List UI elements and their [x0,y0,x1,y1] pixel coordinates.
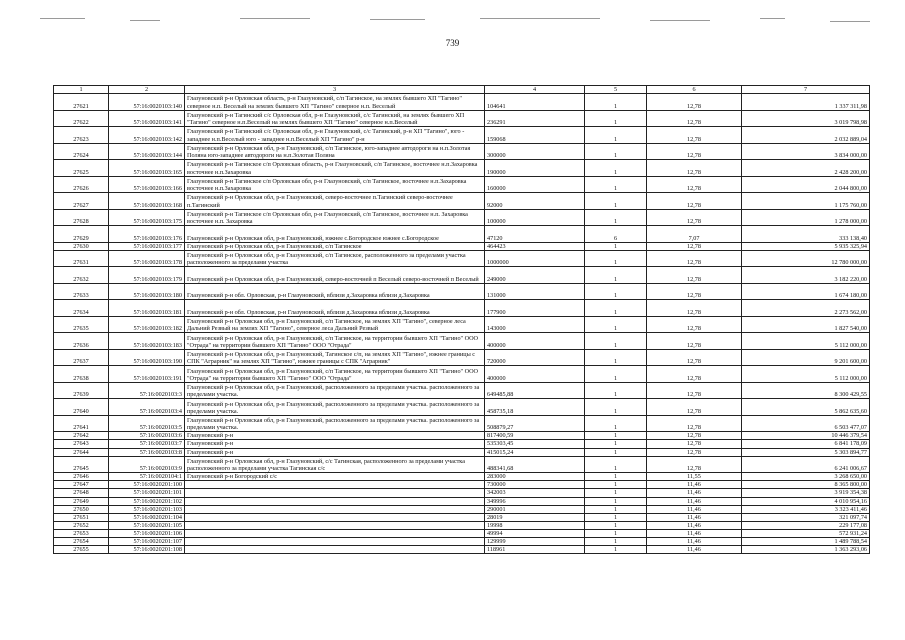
table-row [54,489,870,497]
area-cell: 283000 [485,473,585,481]
cadastral-number-cell: 57:16:0020103:9 [109,456,185,473]
column-header: 4 [485,86,585,94]
table-row [54,513,870,521]
area-cell: 1000000 [485,250,585,267]
cadastral-value-cell: 229 177,08 [742,521,870,529]
rate-cell: 7,07 [647,226,742,243]
rate-cell: 12,78 [647,250,742,267]
rate-cell: 11,46 [647,505,742,513]
table-row [54,349,870,366]
table-row [54,209,870,226]
rate-cell: 12,78 [647,456,742,473]
category-cell: 1 [585,497,647,505]
row-number-cell: 27625 [54,160,109,177]
area-cell: 535303,45 [485,440,585,448]
row-number-cell: 27643 [54,440,109,448]
cadastral-value-cell: 9 201 600,00 [742,349,870,366]
rate-cell: 12,78 [647,382,742,399]
rate-cell: 12,78 [647,432,742,440]
table-row [54,193,870,210]
category-cell: 1 [585,448,647,456]
row-number-cell: 27633 [54,283,109,300]
rate-cell: 12,78 [647,300,742,317]
category-cell: 1 [585,94,647,111]
cadastral-value-cell: 333 138,40 [742,226,870,243]
cadastral-number-cell: 57:16:0020103:142 [109,127,185,144]
cadastral-value-cell: 6 841 178,09 [742,440,870,448]
cadastral-value-cell: 3 834 000,00 [742,143,870,160]
cadastral-number-cell: 57:16:0020103:8 [109,448,185,456]
location-description-cell: Глазуновский р-н Орловская обл, р-н Глазуновский, северо-восточней п Веселый северо-восточней п Веселый [185,267,485,284]
cadastral-value-cell: 1 363 293,06 [742,546,870,554]
table-header-row [54,86,870,94]
area-cell: 236291 [485,110,585,127]
category-cell: 1 [585,505,647,513]
area-cell: 400000 [485,366,585,383]
table-row [54,110,870,127]
row-number-cell: 27623 [54,127,109,144]
cadastral-value-cell: 3 919 354,38 [742,489,870,497]
location-description-cell: Глазуновский р-н Орловская обл, р-н Глазуновский, с/п Тагинское, на землях ХП "Тагино", северное леса Дальний Резвый на землях ХП "Тагино", северное леса Дальний Резвый [185,316,485,333]
category-cell: 1 [585,209,647,226]
location-description-cell [185,489,485,497]
location-description-cell: Глазуновский р-н Тагинский с/с Орловская обл, р-н Глазуновский, с/с Тагинский, р-н ХП "Тагино", юго - западнее н.п.Веселый юго - западнее н.п.Веселый ХП "Тагино" р-н [185,127,485,144]
rate-cell: 12,78 [647,127,742,144]
table-row [54,505,870,513]
row-number-cell: 27641 [54,415,109,432]
table-row [54,382,870,399]
row-number-cell: 27640 [54,399,109,416]
category-cell: 1 [585,513,647,521]
location-description-cell: Глазуновский р-н Орловская обл, р-н Глазуновский, расположенного за пределами участка. расположенного за пределами участка. [185,415,485,432]
cadastral-number-cell: 57:16:0020103:140 [109,94,185,111]
category-cell: 1 [585,160,647,177]
area-cell: 47120 [485,226,585,243]
cadastral-number-cell: 57:16:0020103:144 [109,143,185,160]
table-row [54,250,870,267]
cadastral-number-cell: 57:16:0020103:191 [109,366,185,383]
land-plots-table [53,85,870,554]
row-number-cell: 27629 [54,226,109,243]
cadastral-number-cell: 57:16:0020103:178 [109,250,185,267]
area-cell: 730000 [485,481,585,489]
category-cell: 1 [585,300,647,317]
table-row [54,546,870,554]
category-cell: 1 [585,349,647,366]
rate-cell: 11,46 [647,521,742,529]
row-number-cell: 27628 [54,209,109,226]
cadastral-value-cell: 6 241 006,67 [742,456,870,473]
cadastral-value-cell: 321 097,74 [742,513,870,521]
row-number-cell: 27650 [54,505,109,513]
area-cell: 104641 [485,94,585,111]
area-cell: 300000 [485,143,585,160]
cadastral-number-cell: 57:16:0020103:179 [109,267,185,284]
category-cell: 1 [585,538,647,546]
rate-cell: 12,78 [647,333,742,350]
area-cell: 49994 [485,530,585,538]
rate-cell: 11,46 [647,513,742,521]
rate-cell: 12,78 [647,110,742,127]
row-number-cell: 27647 [54,481,109,489]
cadastral-number-cell: 57:16:0020103:168 [109,193,185,210]
category-cell: 1 [585,333,647,350]
location-description-cell [185,481,485,489]
rate-cell: 11,46 [647,546,742,554]
row-number-cell: 27653 [54,530,109,538]
location-description-cell: Глазуновский р-н Орловская обл, р-н Глазуновский, с/п Тагинское, расположенного за пределами участка расположенного за пределами участка [185,250,485,267]
area-cell: 400000 [485,333,585,350]
location-description-cell: Глазуновский р-н Тагинское с/п Орловская область, р-н Глазуновский, с/п Тагинское, восточнее н.п.Захаровка восточнее н.п.Захаровка [185,160,485,177]
row-number-cell: 27654 [54,538,109,546]
row-number-cell: 27655 [54,546,109,554]
cadastral-number-cell: 57:16:0020103:165 [109,160,185,177]
row-number-cell: 27644 [54,448,109,456]
category-cell: 1 [585,242,647,250]
row-number-cell: 27634 [54,300,109,317]
category-cell: 1 [585,193,647,210]
table-row [54,456,870,473]
area-cell: 415015,24 [485,448,585,456]
location-description-cell: Глазуновский р-н Орловская обл, р-н Глазуновский, с/п Тагинское, на территории бывшего ХП "Тагино" ООО "Отрада" на территории бывшего ХП "Тагино" ООО "Отрада" [185,366,485,383]
area-cell: 649485,88 [485,382,585,399]
row-number-cell: 27632 [54,267,109,284]
rate-cell: 12,78 [647,440,742,448]
cadastral-number-cell: 57:16:0020103:176 [109,226,185,243]
cadastral-number-cell: 57:16:0020103:177 [109,242,185,250]
column-header: 7 [742,86,870,94]
cadastral-value-cell: 3 019 798,98 [742,110,870,127]
cadastral-value-cell: 8 365 800,00 [742,481,870,489]
row-number-cell: 27635 [54,316,109,333]
rate-cell: 12,78 [647,399,742,416]
area-cell: 28019 [485,513,585,521]
rate-cell: 11,46 [647,489,742,497]
area-cell: 177900 [485,300,585,317]
row-number-cell: 27648 [54,489,109,497]
rate-cell: 11,46 [647,481,742,489]
cadastral-number-cell: 57:16:0020103:180 [109,283,185,300]
cadastral-value-cell: 5 112 000,00 [742,366,870,383]
table-row [54,143,870,160]
rate-cell: 12,78 [647,143,742,160]
row-number-cell: 27651 [54,513,109,521]
rate-cell: 12,78 [647,366,742,383]
cadastral-value-cell: 3 182 220,00 [742,267,870,284]
category-cell: 1 [585,415,647,432]
row-number-cell: 27622 [54,110,109,127]
area-cell: 488341,68 [485,456,585,473]
cadastral-value-cell: 1 489 788,54 [742,538,870,546]
location-description-cell: Глазуновский р-н Тагинский с/с Орловская обл, р-н Глазуновский, с/с Тагинский, на землях бывшего ХП "Тагино" северное н.п.Веселый на землях бывшего ХП "Тагино" северное н.п.Веселый [185,110,485,127]
table-row [54,448,870,456]
rate-cell: 12,78 [647,160,742,177]
cadastral-value-cell: 1 175 760,00 [742,193,870,210]
category-cell: 1 [585,250,647,267]
cadastral-number-cell: 57:16:0020103:183 [109,333,185,350]
page-number: 739 [445,38,460,48]
rate-cell: 12,78 [647,94,742,111]
rate-cell: 12,78 [647,242,742,250]
table-row [54,432,870,440]
rate-cell: 12,78 [647,209,742,226]
area-cell: 159068 [485,127,585,144]
cadastral-value-cell: 2 032 889,04 [742,127,870,144]
category-cell: 1 [585,432,647,440]
location-description-cell [185,497,485,505]
cadastral-value-cell: 3 268 650,00 [742,473,870,481]
location-description-cell [185,521,485,529]
category-cell: 1 [585,267,647,284]
table-row [54,521,870,529]
column-header: 3 [185,86,485,94]
table-row [54,440,870,448]
column-header: 5 [585,86,647,94]
cadastral-value-cell: 1 278 000,00 [742,209,870,226]
location-description-cell: Глазуновский р-н Орловская обл, р-н Глазуновский, с/с Тагинская, расположенного за пределами участка расположенного за пределами участка Тагинская с/с [185,456,485,473]
cadastral-number-cell: 57:16:0020201:107 [109,538,185,546]
category-cell: 1 [585,546,647,554]
category-cell: 1 [585,521,647,529]
row-number-cell: 27645 [54,456,109,473]
scan-marks [40,18,870,24]
table-row [54,267,870,284]
category-cell: 1 [585,530,647,538]
cadastral-number-cell: 57:16:0020201:100 [109,481,185,489]
row-number-cell: 27646 [54,473,109,481]
table-row [54,415,870,432]
table-row [54,399,870,416]
rate-cell: 12,78 [647,176,742,193]
cadastral-number-cell: 57:16:0020103:182 [109,316,185,333]
cadastral-number-cell: 57:16:0020103:5 [109,415,185,432]
cadastral-number-cell: 57:16:0020103:181 [109,300,185,317]
row-number-cell: 27630 [54,242,109,250]
cadastral-number-cell: 57:16:0020104:1 [109,473,185,481]
area-cell: 342003 [485,489,585,497]
area-cell: 92000 [485,193,585,210]
location-description-cell [185,513,485,521]
table-row [54,530,870,538]
rate-cell: 12,78 [647,415,742,432]
location-description-cell: Глазуновский р-н Орловская обл, р-н Глазуновский, северо-восточнее п.Тагинский северо-восточнее п.Тагинский [185,193,485,210]
cadastral-number-cell: 57:16:0020201:103 [109,505,185,513]
cadastral-value-cell: 1 827 540,00 [742,316,870,333]
cadastral-number-cell: 57:16:0020103:7 [109,440,185,448]
area-cell: 190000 [485,160,585,177]
area-cell: 817400,59 [485,432,585,440]
cadastral-number-cell: 57:16:0020103:4 [109,399,185,416]
table-row [54,300,870,317]
row-number-cell: 27638 [54,366,109,383]
location-description-cell: Глазуновский р-н Тагинское с/п Орловская обл, р-н Глазуновский, с/п Тагинское, восточнее н.п. Захаровка восточнее н.п. Захаровка [185,209,485,226]
rate-cell: 12,78 [647,283,742,300]
cadastral-number-cell: 57:16:0020103:141 [109,110,185,127]
row-number-cell: 27652 [54,521,109,529]
category-cell: 1 [585,143,647,160]
location-description-cell: Глазуновский р-н [185,432,485,440]
cadastral-value-cell: 4 010 954,16 [742,497,870,505]
area-cell: 464423 [485,242,585,250]
area-cell: 19998 [485,521,585,529]
category-cell: 1 [585,283,647,300]
location-description-cell: Глазуновский р-н Орловская обл, р-н Глазуновский, расположенного за пределами участка. расположенного за пределами участка. [185,382,485,399]
table-row [54,94,870,111]
row-number-cell: 27631 [54,250,109,267]
rate-cell: 12,78 [647,448,742,456]
category-cell: 1 [585,473,647,481]
cadastral-value-cell: 1 337 311,98 [742,94,870,111]
cadastral-value-cell: 572 931,24 [742,530,870,538]
location-description-cell [185,538,485,546]
row-number-cell: 27627 [54,193,109,210]
table-row [54,473,870,481]
area-cell: 349996 [485,497,585,505]
cadastral-value-cell: 5 935 325,94 [742,242,870,250]
cadastral-value-cell: 5 112 000,00 [742,333,870,350]
area-cell: 290001 [485,505,585,513]
location-description-cell [185,505,485,513]
table-body [54,94,870,554]
location-description-cell: Глазуновский р-н Орловская обл, р-н Глазуновский, с/п Тагинское [185,242,485,250]
category-cell: 1 [585,489,647,497]
rate-cell: 11,46 [647,538,742,546]
rate-cell: 11,46 [647,530,742,538]
cadastral-number-cell: 57:16:0020103:175 [109,209,185,226]
location-description-cell: Глазуновский р-н Орловская обл, р-н Глазуновский, с/п Тагинское, на территории бывшего ХП "Тагино" ООО "Отрада" на территории бывшего ХП "Тагино" ООО "Отрада" [185,333,485,350]
area-cell: 249000 [485,267,585,284]
area-cell: 131000 [485,283,585,300]
column-header: 1 [54,86,109,94]
rate-cell: 11,46 [647,497,742,505]
cadastral-number-cell: 57:16:0020103:3 [109,382,185,399]
table-row [54,160,870,177]
location-description-cell: Глазуновский р-н Орловская область, р-н Глазуновский, с/п Тагинское, на землях бывшего ХП "Тагино" северное н.п. Веселый на землях бывшего ХП "Тагино" северное н.п. Веселый [185,94,485,111]
table-row [54,333,870,350]
cadastral-number-cell: 57:16:0020103:166 [109,176,185,193]
category-cell: 1 [585,456,647,473]
row-number-cell: 27624 [54,143,109,160]
category-cell: 1 [585,481,647,489]
location-description-cell: Глазуновский р-н Орловская обл, р-н Глазуновский, Тагинское с/п, на землях ХП "Тагино", южнее границы с СПК "Аграрник" на землях ХП "Тагино", южнее границы с СПК "Аграрник" [185,349,485,366]
cadastral-value-cell: 2 044 800,00 [742,176,870,193]
cadastral-value-cell: 10 446 379,54 [742,432,870,440]
area-cell: 720000 [485,349,585,366]
cadastral-value-cell: 8 300 429,55 [742,382,870,399]
category-cell: 1 [585,316,647,333]
table-row [54,481,870,489]
table-row [54,226,870,243]
rate-cell: 12,78 [647,316,742,333]
cadastral-number-cell: 57:16:0020103:6 [109,432,185,440]
column-header: 2 [109,86,185,94]
column-header: 6 [647,86,742,94]
row-number-cell: 27642 [54,432,109,440]
area-cell: 100000 [485,209,585,226]
cadastral-value-cell: 3 323 411,46 [742,505,870,513]
location-description-cell: Глазуновский р-н Тагинское с/п Орловская обл, р-н Глазуновский, с/п Тагинское, восточнее н.п.Захаровка восточнее н.п.Захаровка [185,176,485,193]
area-cell: 458735,18 [485,399,585,416]
cadastral-number-cell: 57:16:0020201:102 [109,497,185,505]
row-number-cell: 27621 [54,94,109,111]
rate-cell: 11,55 [647,473,742,481]
table-row [54,497,870,505]
cadastral-value-cell: 5 862 635,60 [742,399,870,416]
cadastral-number-cell: 57:16:0020201:106 [109,530,185,538]
row-number-cell: 27637 [54,349,109,366]
location-description-cell: Глазуновский р-н [185,448,485,456]
category-cell: 1 [585,127,647,144]
cadastral-value-cell: 1 674 180,00 [742,283,870,300]
row-number-cell: 27626 [54,176,109,193]
area-cell: 508879,27 [485,415,585,432]
cadastral-number-cell: 57:16:0020201:104 [109,513,185,521]
row-number-cell: 27639 [54,382,109,399]
table-row [54,538,870,546]
cadastral-number-cell: 57:16:0020201:101 [109,489,185,497]
area-cell: 129999 [485,538,585,546]
category-cell: 1 [585,110,647,127]
area-cell: 143000 [485,316,585,333]
category-cell: 1 [585,382,647,399]
table-row [54,176,870,193]
location-description-cell: Глазуновский р-н обл. Орловская, р-н Глазуновский, вблизи д.Захаровка вблизи д.Захаровка [185,283,485,300]
rate-cell: 12,78 [647,193,742,210]
row-number-cell: 27636 [54,333,109,350]
cadastral-value-cell: 12 780 000,00 [742,250,870,267]
category-cell: 1 [585,440,647,448]
location-description-cell: Глазуновский р-н Орловская обл, р-н Глазуновский, расположенного за пределами участка. расположенного за пределами участка. [185,399,485,416]
row-number-cell: 27649 [54,497,109,505]
cadastral-value-cell: 2 428 200,00 [742,160,870,177]
category-cell: 1 [585,176,647,193]
cadastral-value-cell: 5 303 894,77 [742,448,870,456]
cadastral-number-cell: 57:16:0020201:105 [109,521,185,529]
table-row [54,127,870,144]
location-description-cell [185,530,485,538]
table-row [54,316,870,333]
category-cell: 1 [585,399,647,416]
location-description-cell [185,546,485,554]
location-description-cell: Глазуновский р-н Орловская обл, р-н Глазуновский, с/п Тагинское, юго-западнее автодороги на н.п.Золотая Поляна юго-западнее автодороги на н.п.Золотая Поляна [185,143,485,160]
category-cell: 1 [585,366,647,383]
area-cell: 160000 [485,176,585,193]
rate-cell: 12,78 [647,267,742,284]
cadastral-value-cell: 2 273 562,00 [742,300,870,317]
cadastral-value-cell: 6 503 477,07 [742,415,870,432]
location-description-cell: Глазуновский р-н Богородский с/с [185,473,485,481]
cadastral-number-cell: 57:16:0020201:108 [109,546,185,554]
table-row [54,242,870,250]
location-description-cell: Глазуновский р-н [185,440,485,448]
location-description-cell: Глазуновский р-н обл. Орловская, р-н Глазуновский, вблизи д.Захаровка вблизи д.Захаровка [185,300,485,317]
rate-cell: 12,78 [647,349,742,366]
area-cell: 118961 [485,546,585,554]
location-description-cell: Глазуновский р-н Орловская обл, р-н Глазуновский, южнее с.Богородское южнее с.Богородское [185,226,485,243]
land-plots-table-container [53,85,869,554]
table-row [54,283,870,300]
category-cell: 6 [585,226,647,243]
cadastral-number-cell: 57:16:0020103:190 [109,349,185,366]
table-row [54,366,870,383]
